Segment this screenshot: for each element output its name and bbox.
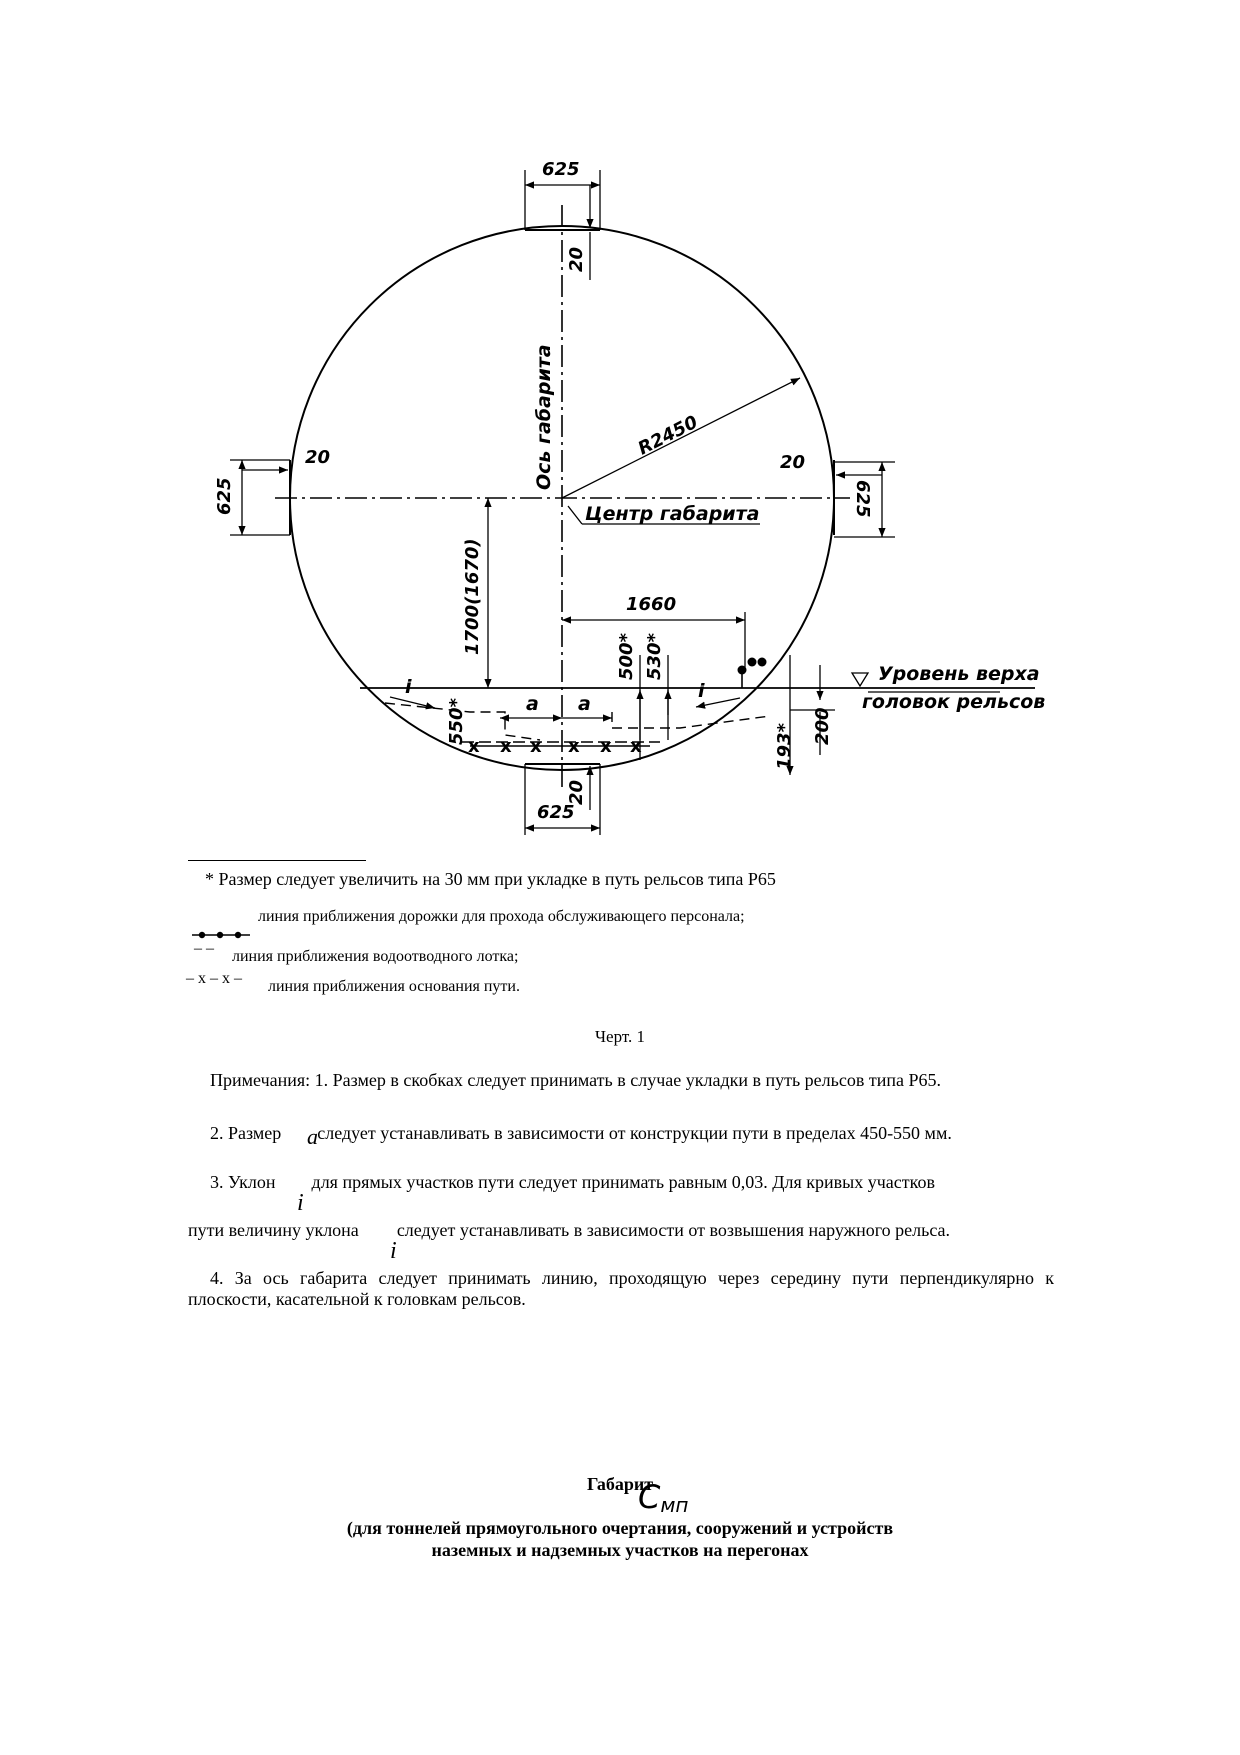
legend-dash-symbol: – –: [194, 940, 214, 957]
svg-text:x: x: [568, 736, 580, 757]
slope-right-label: i: [698, 680, 705, 702]
note-2-var: a: [307, 1124, 318, 1149]
rail-level-label-1: Уровень верха: [878, 663, 1040, 685]
dim-top-gap: 20: [566, 246, 587, 272]
svg-text:x: x: [630, 736, 642, 757]
note-3b-var: i: [390, 1238, 397, 1264]
figure-caption: Черт. 1: [594, 1027, 646, 1046]
note-3-suffix: для прямых участков пути следует принимать равным 0,03. Для кривых участков: [311, 1172, 935, 1192]
legend-x-text: линия приближения основания пути.: [268, 978, 520, 995]
note-2-prefix: 2. Размер: [210, 1123, 282, 1143]
axis-label: Ось габарита: [533, 344, 555, 490]
svg-text:x: x: [500, 736, 512, 757]
legend-x-symbol: – х – х –: [186, 970, 242, 987]
note-3: [188, 1172, 1054, 1193]
section-subtitle-2: наземных и надземных участков на перегонах: [431, 1540, 809, 1560]
note-3b-prefix: пути величину уклона: [188, 1220, 359, 1240]
dim-right-height: 625: [852, 480, 873, 518]
section-subtitle-1: (для тоннелей прямоугольного очертания, сооружений и устройств: [346, 1518, 894, 1538]
note-4: [188, 1268, 1054, 1310]
note-1-text: Примечания: 1. Размер в скобках следует принимать в случае укладки в путь рельсов типа Р65.: [210, 1070, 941, 1090]
dim-530: 530*: [644, 633, 665, 680]
gauge-symbol: [638, 1478, 689, 1517]
note-3b: [188, 1220, 1054, 1241]
footnote-text: * Размер следует увеличить на 30 мм при укладке в путь рельсов типа Р65: [205, 869, 776, 889]
svg-text:x: x: [530, 736, 542, 757]
dim-left-height: 625: [214, 477, 235, 515]
legend-dash-text: линия приближения водоотводного лотка;: [232, 948, 519, 965]
section-title: Габарит: [586, 1474, 654, 1494]
note-3-prefix: 3. Уклон: [210, 1172, 276, 1192]
svg-text:x: x: [600, 736, 612, 757]
slope-left-label: i: [405, 676, 412, 698]
rail-level-label-2: головок рельсов: [862, 691, 1046, 713]
footnote-rule: [188, 860, 366, 861]
dim-bottom-gap: 20: [566, 779, 587, 805]
svg-text:x: x: [468, 736, 480, 757]
dim-bottom-width: 625: [537, 802, 575, 823]
legend-dots-text: линия приближения дорожки для прохода обслуживающего персонала;: [258, 908, 745, 925]
dim-550: 550*: [446, 698, 467, 745]
radius-label: R2450: [634, 411, 702, 460]
dim-right-gap: 20: [780, 452, 806, 473]
dim-center-height: 1700(1670): [462, 538, 483, 655]
dim-top-width: 625: [542, 159, 580, 180]
dim-200: 200: [812, 707, 833, 745]
dim-193: 193*: [774, 723, 795, 770]
gauge-symbol-main: C: [638, 1478, 661, 1516]
dim-a-left: a: [526, 693, 539, 715]
note-3-var: i: [297, 1190, 304, 1216]
dim-a-right: a: [578, 693, 591, 715]
note-3b-suffix: следует устанавливать в зависимости от возвышения наружного рельса.: [396, 1220, 951, 1240]
center-label: Центр габарита: [585, 503, 760, 525]
note-4-text: 4. За ось габарита следует принимать линию, проходящую через середину пути перпендикулярно к плоскости, касательной к головкам рельсов.: [188, 1268, 1054, 1309]
note-2-suffix: следует устанавливать в зависимости от конструкции пути в пределах 450-550 мм.: [317, 1123, 952, 1143]
gauge-symbol-sub: мп: [660, 1493, 689, 1517]
dim-left-gap: 20: [305, 447, 331, 468]
dim-1660: 1660: [626, 594, 677, 615]
clearance-drawing: [0, 0, 1240, 860]
dim-500: 500*: [616, 633, 637, 680]
note-1: [188, 1070, 1054, 1091]
